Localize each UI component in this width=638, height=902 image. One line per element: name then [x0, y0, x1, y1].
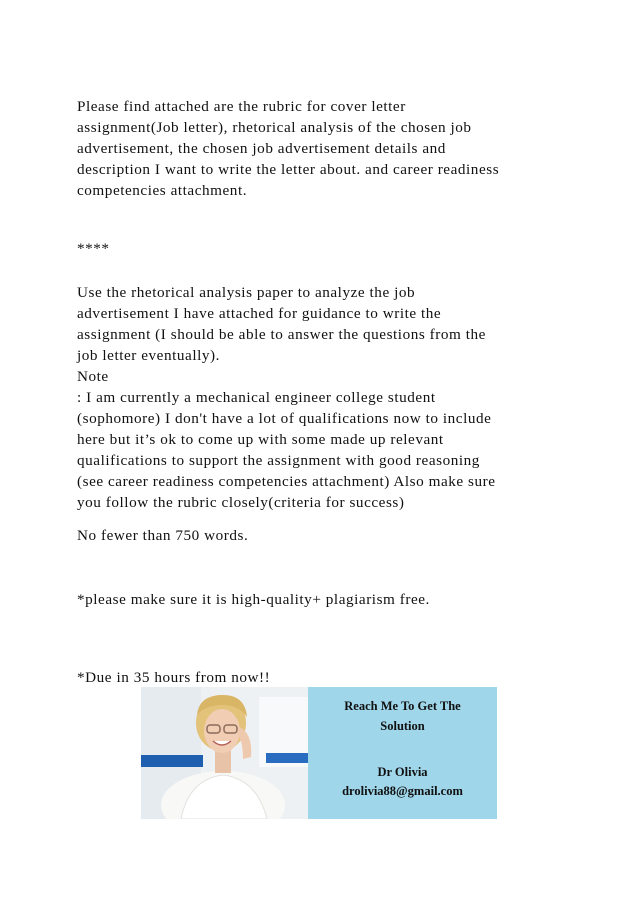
promo-headline-2: Solution: [380, 719, 425, 733]
promo-panel: [308, 687, 497, 819]
promo-headline: Reach Me To Get The: [344, 699, 461, 713]
contact-banner[interactable]: [141, 687, 497, 819]
contact-email[interactable]: drolivia88@gmail.com: [342, 784, 463, 798]
tutor-portrait-image: [141, 687, 308, 819]
paragraph-separator: ****: [77, 240, 110, 257]
paragraph-intro: Please find attached are the rubric for cover letter assignment(Job letter), rhetorical analysis of the chosen job advertisement, the chosen job advertisement details and description I want to write the letter about. and career readiness competencies attachment.: [77, 98, 500, 199]
paragraph-quality-note: *please make sure it is high-quality+ plagiarism free.: [77, 591, 430, 608]
tutor-photo: [141, 687, 308, 819]
contact-name: Dr Olivia: [377, 765, 428, 779]
paragraph-instructions: Use the rhetorical analysis paper to analyze the job advertisement I have attached for guidance to write the assignment (I should be able to answer the questions from the job letter eventually). Note : I am currently a mechanical engineer college student (sophomore) I don't have a lot of qualifications now to include here but it’s ok to come up with some made up relevant qualifications to support the assignment with good reasoning (see career readiness competencies attachment) Also make sure you follow the rubric closely(criteria for success): [77, 284, 496, 511]
paragraph-word-count: No fewer than 750 words.: [77, 527, 249, 544]
paragraph-deadline: *Due in 35 hours from now!!: [77, 669, 271, 686]
